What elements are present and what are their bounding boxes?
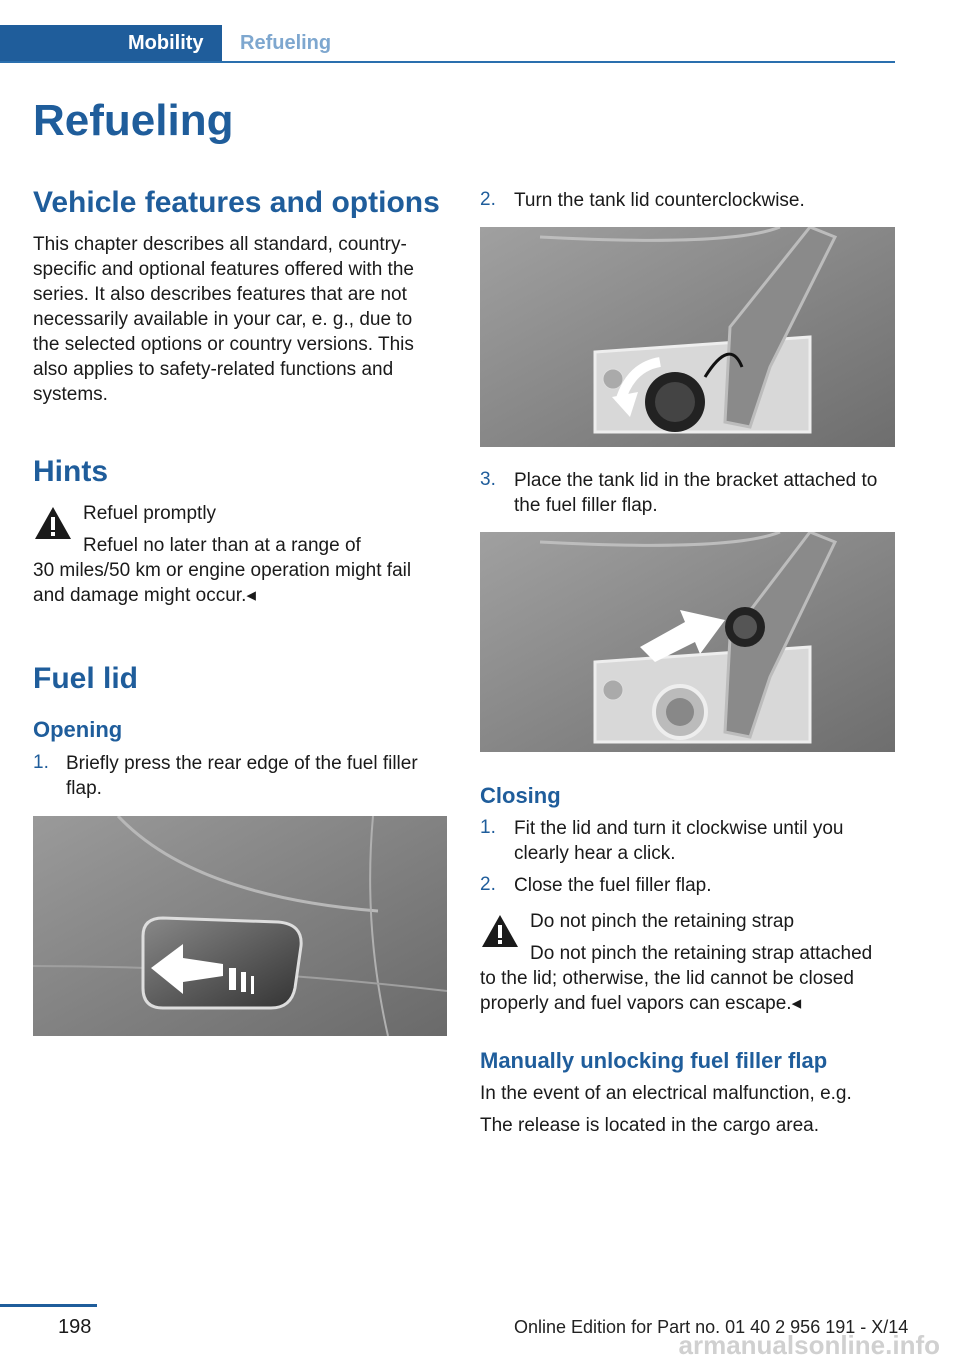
opening-heading: Opening	[33, 717, 123, 742]
vehicle-features-heading: Vehicle features and options	[33, 186, 440, 219]
tank-lid-turn-image	[480, 227, 895, 447]
step-number: 2.	[480, 874, 496, 895]
tank-lid-bracket-image	[480, 532, 895, 752]
hint-text-line2: 30 miles/50 km or engine operation might fail and damage might occur.◂	[33, 560, 412, 606]
watermark: armanualsonline.info	[678, 1330, 940, 1360]
tab-mobility[interactable]: Mobility	[0, 25, 222, 61]
page-title: Refueling	[33, 96, 234, 145]
step-text: Turn the tank lid counterclockwise.	[514, 190, 805, 211]
warning-text-line1: Do not pinch the retaining strap attached	[530, 943, 873, 964]
warning-icon	[33, 505, 73, 541]
vehicle-features-text: This chapter describes all standard, country-specific and optional features offered with the series. It also describes features that are not necessarily available in your car, e. g., due to the selected options or country versions. This also applies to safety-related functions and systems.	[33, 234, 414, 405]
fuel-lid-heading: Fuel lid	[33, 662, 138, 695]
step-number: 1.	[33, 752, 49, 773]
manual-unlock-heading: Manually unlocking fuel filler flap	[480, 1048, 828, 1073]
page-number: 198	[58, 1316, 92, 1338]
warning-text-line2: to the lid; otherwise, the lid cannot be closed properly and fuel vapors can escape.◂	[480, 968, 854, 1014]
footer-rule	[0, 1304, 97, 1307]
step-text: Close the fuel filler flap.	[514, 875, 712, 896]
step-text: Place the tank lid in the bracket attached to the fuel filler flap.	[514, 470, 878, 516]
step-text: Briefly press the rear edge of the fuel filler flap.	[66, 753, 418, 799]
edition-text: Online Edition for Part no. 01 40 2 956 191 - X/14	[514, 1317, 909, 1337]
step-number: 1.	[480, 817, 496, 838]
step-number: 3.	[480, 469, 496, 490]
hint-title: Refuel promptly	[83, 503, 217, 524]
hint-text-line1: Refuel no later than at a range of	[83, 535, 361, 556]
step-number: 2.	[480, 189, 496, 210]
warning-title: Do not pinch the retaining strap	[530, 911, 795, 932]
manual-unlock-text: In the event of an electrical malfunction, e.g.	[480, 1083, 852, 1104]
fuel-flap-press-image	[33, 816, 447, 1036]
header-tabs	[0, 25, 895, 63]
closing-heading: Closing	[480, 783, 561, 808]
tab-refueling[interactable]: Refueling	[240, 32, 332, 54]
step-text: Fit the lid and turn it clockwise until you clearly hear a click.	[514, 818, 844, 864]
manual-unlock-location: The release is located in the cargo area.	[480, 1115, 820, 1136]
hints-heading: Hints	[33, 455, 108, 488]
warning-icon	[480, 913, 520, 949]
